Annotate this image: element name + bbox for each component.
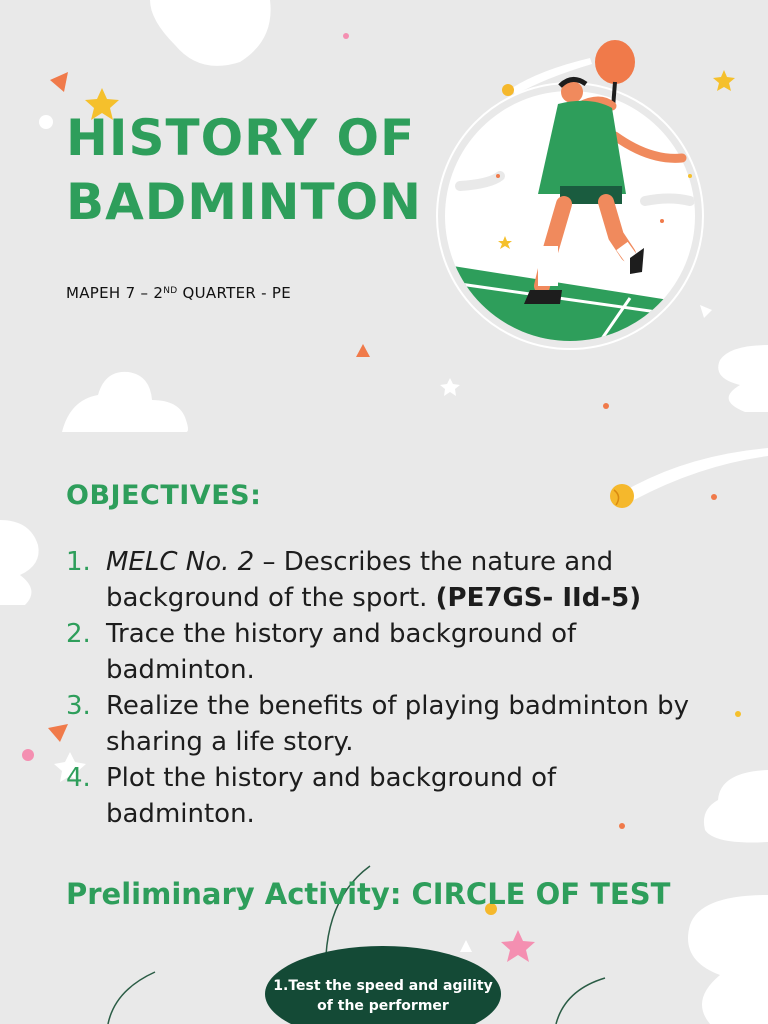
right-cloud-blob-2 [704, 770, 768, 843]
left-cloud-blob [0, 520, 39, 605]
racket-icon [595, 40, 635, 84]
dot [603, 403, 609, 409]
triangle-icon [356, 344, 370, 357]
dot [39, 115, 53, 129]
star-icon [440, 378, 460, 396]
badminton-player-illustration [430, 36, 720, 356]
objectives-heading: OBJECTIVES: [66, 480, 262, 511]
melc-code: (PE7GS- IId-5) [435, 583, 642, 613]
top-cloud-blob [150, 0, 271, 66]
shuttlecock-ball-icon [610, 484, 634, 508]
plant-stem [108, 972, 155, 1024]
circle-of-test-bubble: 1.Test the speed and agility of the performer [265, 946, 501, 1024]
list-number: 3. [66, 691, 91, 721]
list-item: 1. MELC No. 2 – Describes the nature and background of the sport. (PE7GS- IId-5) [66, 544, 706, 616]
dot [735, 711, 741, 717]
triangle-icon [48, 724, 68, 742]
star-icon [501, 930, 535, 962]
plant-stem [556, 978, 605, 1024]
right-bottom-blob [688, 895, 768, 1024]
star-icon [460, 940, 472, 952]
dot [343, 33, 349, 39]
dot [711, 494, 717, 500]
cloud-icon [62, 372, 188, 432]
right-cloud-blob [718, 345, 768, 412]
objectives-list [66, 544, 706, 832]
comet-trail [630, 448, 768, 500]
page-title: HISTORY OF BADMINTON [66, 109, 422, 231]
list-number: 4. [66, 763, 91, 793]
list-item: 4. Plot the history and background of badminton. [66, 760, 706, 832]
subtitle: MAPEH 7 – 2ND QUARTER - PE [66, 284, 292, 302]
triangle-icon [50, 72, 68, 92]
preliminary-activity-heading: Preliminary Activity: CIRCLE OF TEST [66, 877, 671, 911]
list-number: 1. [66, 547, 91, 577]
melc-label: MELC No. 2 [106, 547, 255, 577]
dot [22, 749, 34, 761]
list-item: 2. Trace the history and background of badminton. [66, 616, 706, 688]
list-item: 3. Realize the benefits of playing badminton by sharing a life story. [66, 688, 706, 760]
list-number: 2. [66, 619, 91, 649]
